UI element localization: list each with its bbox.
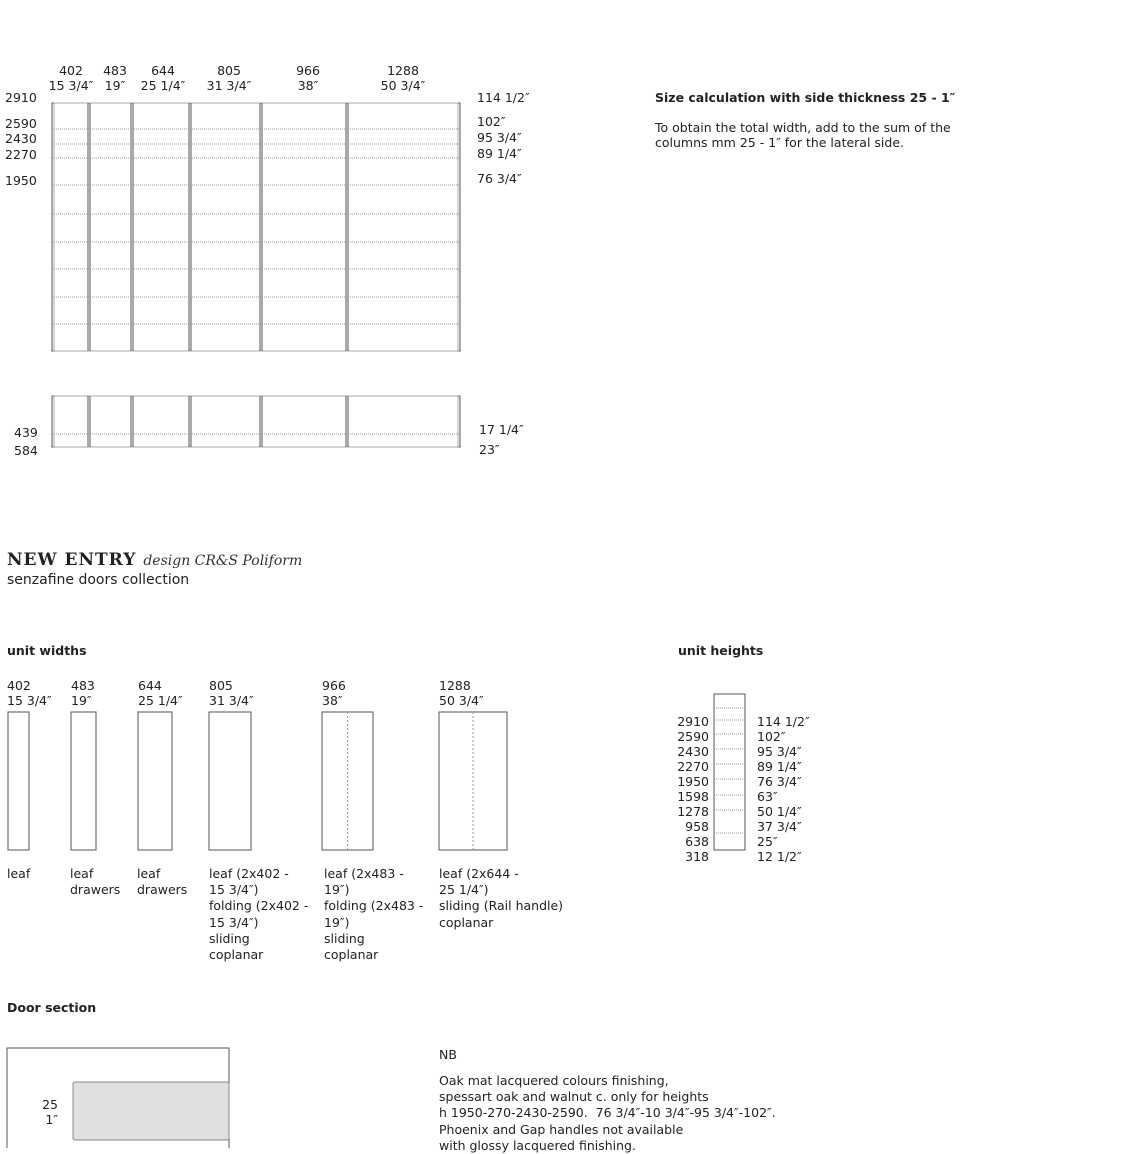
height-mm-2430: 2430 <box>5 131 37 146</box>
unit-width-desc-966: leaf (2x483 - 19″) folding (2x483 - 19″) sliding coplanar <box>324 866 424 963</box>
size-calc-title: Size calculation with side thickness 25 - 1″ <box>655 90 956 105</box>
low-height-mm-439: 439 <box>14 425 38 440</box>
door-483 <box>71 712 96 850</box>
elevation-height-lines <box>52 129 460 324</box>
height-in-2270: 89 1/4″ <box>477 146 522 161</box>
low-elevation-column-dividers <box>88 396 348 447</box>
door-644 <box>138 712 172 850</box>
height-mm-2910: 2910 <box>5 90 37 105</box>
low-elevation-frame <box>52 396 460 447</box>
unit-widths-title: unit widths <box>7 643 87 658</box>
door-section-title: Door section <box>7 1000 97 1015</box>
col-label-1288: 1288 50 3/4″ <box>380 63 426 93</box>
height-column-lines <box>714 708 745 833</box>
unit-width-label-402: 402 15 3/4″ <box>7 678 52 708</box>
unit-width-desc-644: leaf drawers <box>137 866 188 898</box>
unit-heights-title: unit heights <box>678 643 764 658</box>
height-mm-2590: 2590 <box>5 116 37 131</box>
unit-width-desc-483: leaf drawers <box>70 866 121 898</box>
low-height-mm-584: 584 <box>14 443 38 458</box>
product-collection: senzafine doors collection <box>7 572 190 588</box>
low-height-in-439: 17 1/4″ <box>479 422 524 437</box>
col-label-805: 805 31 3/4″ <box>206 63 252 93</box>
unit-width-label-966: 966 38″ <box>322 678 346 708</box>
unit-width-label-1288: 1288 50 3/4″ <box>439 678 484 708</box>
col-label-966: 966 38″ <box>296 63 320 93</box>
elevation-frame <box>52 103 460 351</box>
nb-text: Oak mat lacquered colours finishing, spessart oak and walnut c. only for heights h 1950-270-2430-2590. 76 3/4″-10 3/4″-95 3/4″-102″. Phoenix and Gap handles not available with glossy lacquered finishing. <box>439 1073 776 1153</box>
door-402 <box>8 712 29 850</box>
height-in-2910: 114 1/2″ <box>477 90 530 105</box>
col-label-402: 402 15 3/4″ <box>48 63 94 93</box>
col-label-644: 644 25 1/4″ <box>140 63 186 93</box>
product-title <box>7 550 302 571</box>
elevation-column-dividers <box>88 103 348 351</box>
unit-width-desc-805: leaf (2x402 - 15 3/4″) folding (2x402 - 15 3/4″) sliding coplanar <box>209 866 309 963</box>
col-label-483: 483 19″ <box>103 63 127 93</box>
unit-width-label-644: 644 25 1/4″ <box>138 678 183 708</box>
height-in-2430: 95 3/4″ <box>477 130 522 145</box>
height-column <box>714 694 745 850</box>
product-name: NEW ENTRY <box>7 550 137 570</box>
nb-title: NB <box>439 1047 457 1062</box>
unit-width-label-805: 805 31 3/4″ <box>209 678 254 708</box>
low-height-in-584: 23″ <box>479 442 500 457</box>
door-section-dimension: 25 1″ <box>42 1097 58 1127</box>
unit-heights-mm-list: 2910 2590 2430 2270 1950 1598 1278 958 638 318 <box>677 714 709 864</box>
height-mm-1950: 1950 <box>5 173 37 188</box>
size-calc-text: To obtain the total width, add to the sum of the columns mm 25 - 1″ for the lateral side. <box>655 120 951 150</box>
door-805 <box>209 712 251 850</box>
unit-width-label-483: 483 19″ <box>71 678 95 708</box>
height-in-2590: 102″ <box>477 114 506 129</box>
height-in-1950: 76 3/4″ <box>477 171 522 186</box>
product-design: design CR&S Poliform <box>143 553 303 569</box>
door-section-panel <box>73 1082 229 1140</box>
unit-heights-inch-list: 114 1/2″ 102″ 95 3/4″ 89 1/4″ 76 3/4″ 63″ 50 1/4″ 37 3/4″ 25″ 12 1/2″ <box>757 714 810 864</box>
unit-width-desc-402: leaf <box>7 866 31 881</box>
height-mm-2270: 2270 <box>5 147 37 162</box>
unit-width-desc-1288: leaf (2x644 - 25 1/4″) sliding (Rail handle) coplanar <box>439 866 564 930</box>
